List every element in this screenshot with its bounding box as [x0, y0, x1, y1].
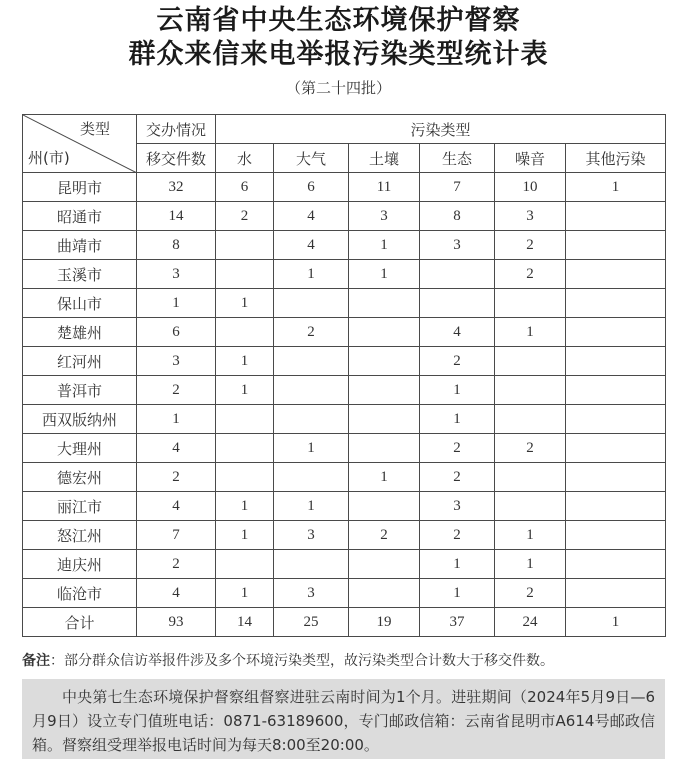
- region-cell: 楚雄州: [23, 318, 137, 347]
- value-cell: [566, 521, 666, 550]
- table-row: [23, 376, 666, 405]
- region-cell: 玉溪市: [23, 260, 137, 289]
- value-cell: [349, 434, 420, 463]
- table-row: [23, 260, 666, 289]
- table-row: [23, 347, 666, 376]
- value-cell: [420, 289, 495, 318]
- value-cell: 1: [216, 579, 274, 608]
- value-cell: 4: [137, 579, 216, 608]
- value-cell: 1: [420, 550, 495, 579]
- value-cell: 7: [420, 173, 495, 202]
- header-corner-cell: [23, 115, 137, 173]
- region-cell: 合计: [23, 608, 137, 637]
- value-cell: [274, 550, 349, 579]
- value-cell: [349, 492, 420, 521]
- value-cell: [349, 318, 420, 347]
- value-cell: [566, 579, 666, 608]
- value-cell: 1: [349, 463, 420, 492]
- value-cell: 1: [495, 521, 566, 550]
- region-cell: 德宏州: [23, 463, 137, 492]
- value-cell: [349, 405, 420, 434]
- value-cell: 2: [495, 579, 566, 608]
- value-cell: 2: [137, 463, 216, 492]
- value-cell: [349, 550, 420, 579]
- table-row: [23, 231, 666, 260]
- value-cell: [566, 318, 666, 347]
- value-cell: 3: [495, 202, 566, 231]
- value-cell: 8: [137, 231, 216, 260]
- value-cell: 37: [420, 608, 495, 637]
- column-header-soil: 土壤: [349, 144, 420, 173]
- region-cell: 红河州: [23, 347, 137, 376]
- group-header-transfer: 交办情况: [137, 115, 216, 144]
- value-cell: [274, 376, 349, 405]
- note-text: ：部分群众信访举报件涉及多个环境污染类型，故污染类型合计数大于移交件数。: [50, 653, 554, 669]
- value-cell: 3: [274, 521, 349, 550]
- value-cell: [216, 260, 274, 289]
- value-cell: 1: [137, 405, 216, 434]
- value-cell: [216, 231, 274, 260]
- value-cell: 2: [420, 521, 495, 550]
- group-header-pollution: 污染类型: [216, 115, 666, 144]
- column-header-ecology: 生态: [420, 144, 495, 173]
- value-cell: 3: [137, 347, 216, 376]
- subtitle: （第二十四批）: [285, 79, 391, 97]
- note-label: 备注: [22, 653, 50, 669]
- value-cell: 93: [137, 608, 216, 637]
- value-cell: [349, 289, 420, 318]
- value-cell: [349, 376, 420, 405]
- value-cell: [566, 376, 666, 405]
- table-row: [23, 492, 666, 521]
- value-cell: [420, 260, 495, 289]
- table-row: [23, 550, 666, 579]
- column-header-air: 大气: [274, 144, 349, 173]
- value-cell: 6: [216, 173, 274, 202]
- value-cell: 2: [349, 521, 420, 550]
- value-cell: [216, 463, 274, 492]
- table-row: [23, 405, 666, 434]
- value-cell: 25: [274, 608, 349, 637]
- region-cell: 怒江州: [23, 521, 137, 550]
- value-cell: [566, 260, 666, 289]
- value-cell: [566, 463, 666, 492]
- value-cell: [495, 463, 566, 492]
- value-cell: 3: [420, 231, 495, 260]
- value-cell: [566, 434, 666, 463]
- value-cell: [349, 579, 420, 608]
- value-cell: 2: [495, 434, 566, 463]
- value-cell: 1: [216, 347, 274, 376]
- table-row: [23, 289, 666, 318]
- value-cell: [216, 405, 274, 434]
- value-cell: 4: [274, 231, 349, 260]
- value-cell: 14: [216, 608, 274, 637]
- region-cell: 普洱市: [23, 376, 137, 405]
- column-header-water: 水: [216, 144, 274, 173]
- table-row: [23, 318, 666, 347]
- title-line-1: 云南省中央生态环境保护督察: [156, 5, 521, 36]
- value-cell: 1: [216, 521, 274, 550]
- info-box: [22, 679, 665, 759]
- corner-region-label: 州(市): [28, 149, 70, 167]
- table-row: [23, 579, 666, 608]
- region-cell: 西双版纳州: [23, 405, 137, 434]
- value-cell: 6: [274, 173, 349, 202]
- value-cell: 3: [349, 202, 420, 231]
- value-cell: 1: [349, 231, 420, 260]
- column-header-transfer-count: 移交件数: [137, 144, 216, 173]
- table-row: [23, 434, 666, 463]
- region-cell: 曲靖市: [23, 231, 137, 260]
- value-cell: 2: [274, 318, 349, 347]
- value-cell: 4: [137, 492, 216, 521]
- value-cell: 2: [137, 550, 216, 579]
- value-cell: [566, 347, 666, 376]
- value-cell: 1: [495, 550, 566, 579]
- region-cell: 迪庆州: [23, 550, 137, 579]
- value-cell: [495, 492, 566, 521]
- value-cell: 1: [274, 492, 349, 521]
- value-cell: 1: [420, 405, 495, 434]
- value-cell: 1: [495, 318, 566, 347]
- table-row: [23, 202, 666, 231]
- region-cell: 丽江市: [23, 492, 137, 521]
- value-cell: 2: [420, 463, 495, 492]
- header-row-1: [23, 115, 666, 144]
- region-cell: 保山市: [23, 289, 137, 318]
- column-header-noise: 噪音: [495, 144, 566, 173]
- value-cell: [274, 405, 349, 434]
- value-cell: 1: [349, 260, 420, 289]
- value-cell: [216, 550, 274, 579]
- value-cell: [566, 289, 666, 318]
- value-cell: [566, 202, 666, 231]
- value-cell: 1: [566, 608, 666, 637]
- value-cell: 1: [274, 434, 349, 463]
- value-cell: 1: [420, 376, 495, 405]
- table-note: [22, 651, 672, 671]
- table-row: [23, 521, 666, 550]
- value-cell: [566, 231, 666, 260]
- value-cell: 24: [495, 608, 566, 637]
- value-cell: [216, 434, 274, 463]
- value-cell: [274, 347, 349, 376]
- value-cell: 3: [420, 492, 495, 521]
- value-cell: 1: [420, 579, 495, 608]
- value-cell: [566, 405, 666, 434]
- value-cell: [216, 318, 274, 347]
- region-cell: 临沧市: [23, 579, 137, 608]
- value-cell: 3: [274, 579, 349, 608]
- total-row: [23, 608, 666, 637]
- table-row: [23, 463, 666, 492]
- column-header-other: 其他污染: [566, 144, 666, 173]
- value-cell: [495, 347, 566, 376]
- value-cell: 4: [137, 434, 216, 463]
- region-cell: 大理州: [23, 434, 137, 463]
- value-cell: 19: [349, 608, 420, 637]
- value-cell: [566, 550, 666, 579]
- value-cell: 2: [216, 202, 274, 231]
- value-cell: [495, 376, 566, 405]
- value-cell: [566, 492, 666, 521]
- value-cell: [495, 405, 566, 434]
- value-cell: [349, 347, 420, 376]
- value-cell: 8: [420, 202, 495, 231]
- value-cell: 7: [137, 521, 216, 550]
- statistics-table: [22, 114, 666, 637]
- info-text: 中央第七生态环境保护督察组督察进驻云南时间为1个月。进驻期间（2024年5月9日—6月9日）设立专门值班电话：0871-63189600，专门邮政信箱：云南省昆明市A614号邮政信箱。督察组受理举报电话时间为每天8:00至20:00。: [32, 688, 655, 754]
- corner-type-label: 类型: [79, 120, 110, 138]
- value-cell: 14: [137, 202, 216, 231]
- value-cell: 2: [495, 260, 566, 289]
- value-cell: 1: [137, 289, 216, 318]
- region-cell: 昭通市: [23, 202, 137, 231]
- title-line-2: 群众来信来电举报污染类型统计表: [128, 39, 549, 70]
- value-cell: 2: [420, 347, 495, 376]
- value-cell: 2: [137, 376, 216, 405]
- value-cell: 3: [137, 260, 216, 289]
- value-cell: [274, 289, 349, 318]
- value-cell: 1: [216, 289, 274, 318]
- value-cell: 32: [137, 173, 216, 202]
- table-row: [23, 173, 666, 202]
- value-cell: 1: [274, 260, 349, 289]
- value-cell: [274, 463, 349, 492]
- value-cell: 11: [349, 173, 420, 202]
- value-cell: [495, 289, 566, 318]
- value-cell: 1: [566, 173, 666, 202]
- value-cell: 4: [274, 202, 349, 231]
- value-cell: 4: [420, 318, 495, 347]
- value-cell: 2: [495, 231, 566, 260]
- region-cell: 昆明市: [23, 173, 137, 202]
- value-cell: 2: [420, 434, 495, 463]
- value-cell: 1: [216, 492, 274, 521]
- value-cell: 6: [137, 318, 216, 347]
- value-cell: 10: [495, 173, 566, 202]
- value-cell: 1: [216, 376, 274, 405]
